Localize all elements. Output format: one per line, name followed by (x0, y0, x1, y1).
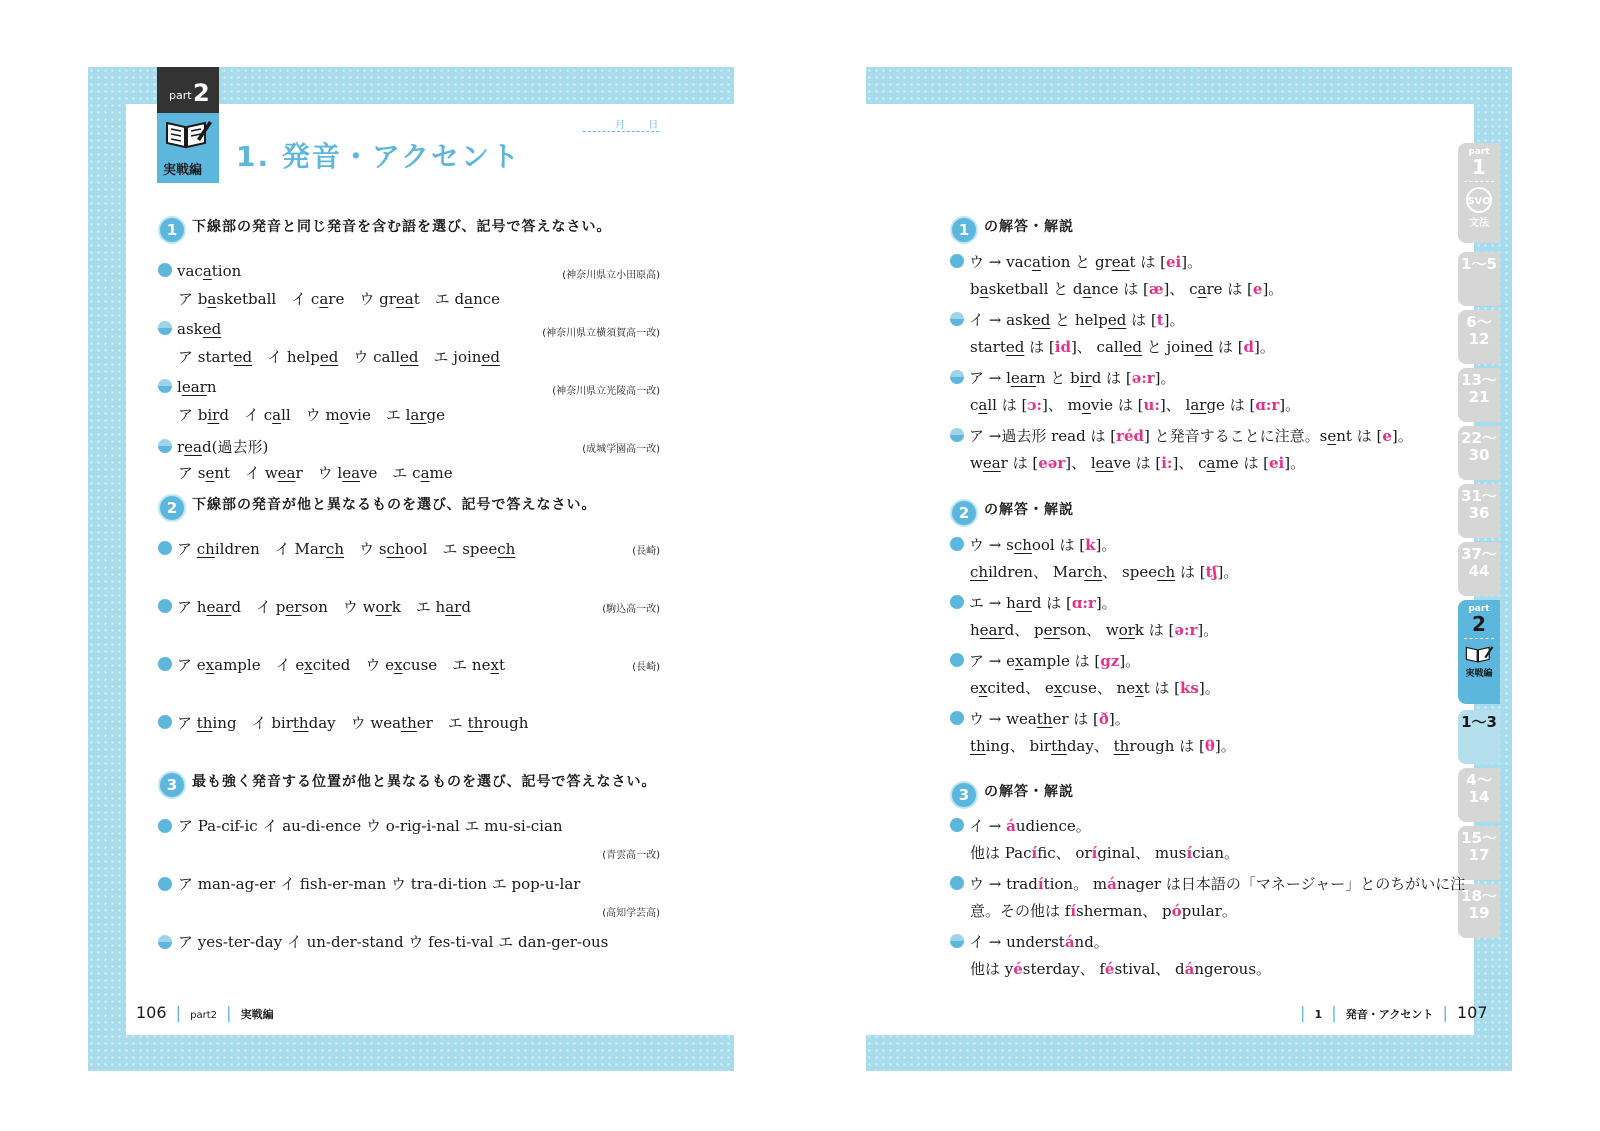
q1-choices: ア sent イ wear ウ leave エ came (178, 464, 453, 482)
bullet-icon (158, 263, 172, 277)
question-instruction: 下線部の発音が他と異なるものを選び、記号で答えなさい。 (192, 497, 597, 513)
bullet-icon (950, 653, 964, 667)
bullet-icon (158, 439, 172, 453)
bullet-icon (950, 312, 964, 326)
part-label: part (169, 89, 192, 102)
date-day: 日 (648, 120, 659, 131)
tab-15-17[interactable]: 15〜17 (1458, 826, 1500, 880)
bullet-icon (950, 428, 964, 442)
tab-4-14[interactable]: 4〜14 (1458, 768, 1500, 822)
tab-label: 文法 (1469, 218, 1489, 229)
tab-1-3[interactable]: 1〜3 (1458, 710, 1500, 764)
tab-37-44[interactable]: 37〜44 (1458, 542, 1500, 596)
footer-title: 発音・アクセント (1345, 1008, 1434, 1021)
date-field (583, 116, 659, 132)
answer-line: call は [ɔ:]、 movie は [u:]、 large は [ɑ:r]。 (970, 396, 1301, 414)
page-title: 1. 発音・アクセント (236, 140, 522, 173)
q1-choices: ア basketball イ care ウ great エ dance (178, 290, 501, 308)
book-pencil-icon (1464, 643, 1494, 665)
answer-line: エ → hard は [ɑ:r]。 (950, 592, 1117, 613)
answer-line: excited、 excuse、 next は [ks]。 (970, 679, 1220, 697)
bullet-icon (950, 876, 964, 890)
answer-line: basketball と dance は [æ]、 care は [e]。 (970, 280, 1284, 298)
date-month: 月 (615, 120, 625, 131)
bullet-icon (158, 541, 172, 555)
q1-choices: ア bird イ call ウ movie エ large (178, 406, 446, 424)
answer-line: 他は yésterday、 féstival、 dángerous。 (970, 960, 1272, 978)
bullet-icon (950, 711, 964, 725)
tab-label: 実戦編 (1465, 669, 1493, 679)
answer-line: thing、 birthday、 through は [θ]。 (970, 737, 1236, 755)
bullet-icon (158, 715, 172, 729)
question-instruction: 最も強く発音する位置が他と異なるものを選び、記号で答えなさい。 (192, 774, 657, 790)
answer-heading: の解答・解説 (984, 219, 1074, 235)
answer-1-heading (950, 216, 1074, 244)
part-number: 2 (193, 79, 210, 107)
tab-6-12[interactable]: 6〜12 (1458, 310, 1500, 364)
right-footer: | 1 | 発音・アクセント | 107 (1300, 1003, 1488, 1022)
tab-1-5[interactable]: 1〜5 (1458, 252, 1500, 306)
answer-line: ウ → school は [k]。 (950, 534, 1116, 555)
bullet-icon (950, 370, 964, 384)
q2-source: (駒込高一改) (602, 604, 660, 615)
bullet-icon (158, 935, 172, 949)
answer-line: イ → asked と helped は [t]。 (950, 309, 1184, 330)
section-badge (157, 113, 219, 183)
tab-22-30[interactable]: 22〜30 (1458, 426, 1500, 480)
tab-18-19[interactable]: 18〜19 (1458, 884, 1500, 938)
svg-text:SVO: SVO (1467, 196, 1491, 207)
answer-line: ウ → tradítion。 mánager は日本語の「マネージャー」とのちがいに注 (950, 873, 1465, 894)
q2-source: (長崎) (632, 662, 660, 673)
footer-chapter: 1 (1314, 1008, 1323, 1021)
question-2-heading (158, 494, 596, 522)
answer-3-heading (950, 781, 1074, 809)
footer-part: part2 (190, 1010, 217, 1021)
q2-item: ア thing イ birthday ウ weather エ through (158, 712, 528, 733)
q2-item: ア example イ excited ウ excuse エ next (158, 654, 505, 675)
svo-icon (1465, 186, 1493, 214)
bullet-icon (158, 819, 172, 833)
answer-line: 意。その他は físherman、 pópular。 (970, 902, 1237, 920)
section-label: 実戦編 (163, 163, 203, 178)
answer-line: 他は Pacífic、 oríginal、 musícian。 (970, 844, 1239, 862)
q3-item: ア Pa-cif-ic イ au-di-ence ウ o-rig-i-nal エ mu-si-cian (178, 817, 563, 835)
tab-part2[interactable]: part 2 実戦編 (1458, 600, 1500, 704)
question-1-heading (158, 216, 611, 244)
answer-heading: の解答・解説 (984, 784, 1074, 800)
book-pencil-icon (163, 117, 213, 151)
page-number: 107 (1456, 1003, 1488, 1022)
footer-section: 実戦編 (240, 1008, 274, 1021)
answer-line: started は [id]、 called と joined は [d]。 (970, 338, 1275, 356)
part-badge (157, 67, 219, 113)
q3-source: (青雲高一改) (602, 850, 660, 861)
page-number: 106 (136, 1003, 167, 1022)
question-3-heading (158, 771, 656, 799)
q1-source: (神奈川県立小田原高) (562, 270, 660, 281)
q2-item: ア children イ March ウ school エ speech (158, 538, 515, 559)
q1-item: read(過去形) (158, 436, 268, 457)
question-number: 1 (950, 216, 978, 244)
q1-item: vacation (158, 262, 241, 280)
bullet-icon (950, 595, 964, 609)
bullet-icon (158, 877, 172, 891)
tab-31-36[interactable]: 31〜36 (1458, 484, 1500, 538)
answer-line: イ → understánd。 (950, 931, 1109, 952)
q1-source: (神奈川県立光陵高一改) (552, 386, 660, 397)
answer-line: ア →過去形 read は [réd] と発音することに注意。sent は [e]。 (950, 425, 1413, 446)
question-number: 1 (158, 216, 186, 244)
q1-source: (成城学園高一改) (582, 444, 660, 455)
answer-line: ア → learn と bird は [ə:r]。 (950, 367, 1176, 388)
answer-line: ア → example は [gz]。 (950, 650, 1140, 671)
tab-13-21[interactable]: 13〜21 (1458, 368, 1500, 422)
answer-line: ウ → weather は [ð]。 (950, 708, 1130, 729)
answer-line: children、 March、 speech は [tʃ]。 (970, 563, 1239, 581)
answer-line: wear は [eər]、 leave は [i:]、 came は [ei]。 (970, 454, 1306, 472)
q3-source: (高知学芸高) (602, 908, 660, 919)
bullet-icon (158, 321, 172, 335)
q1-item: asked (158, 320, 221, 338)
q1-item: learn (158, 378, 216, 396)
q1-source: (神奈川県立横須賀高一改) (542, 328, 660, 339)
question-number: 2 (158, 494, 186, 522)
q1-choices: ア started イ helped ウ called エ joined (178, 348, 500, 366)
q2-item: ア heard イ person ウ work エ hard (158, 596, 471, 617)
answer-line: heard、 person、 work は [ə:r]。 (970, 621, 1219, 639)
bullet-icon (950, 818, 964, 832)
answer-line: ウ → vacation と great は [ei]。 (950, 251, 1202, 272)
question-number: 3 (950, 781, 978, 809)
q3-item: ア man-ag-er イ fish-er-man ウ tra-di-tion エ pop-u-lar (178, 875, 581, 893)
question-number: 2 (950, 499, 978, 527)
answer-2-heading (950, 499, 1074, 527)
bullet-icon (158, 379, 172, 393)
answer-heading: の解答・解説 (984, 502, 1074, 518)
question-number: 3 (158, 771, 186, 799)
bullet-icon (158, 657, 172, 671)
left-footer: 106 | part2 | 実戦編 (136, 1003, 274, 1022)
tab-part1[interactable]: part 1 SVO 文法 (1458, 143, 1500, 243)
answer-line: イ → áudience。 (950, 815, 1091, 836)
bullet-icon (950, 934, 964, 948)
q3-item: ア yes-ter-day イ un-der-stand ウ fes-ti-val エ dan-ger-ous (178, 933, 609, 951)
bullet-icon (158, 599, 172, 613)
bullet-icon (950, 254, 964, 268)
q2-source: (長崎) (632, 546, 660, 557)
question-instruction: 下線部の発音と同じ発音を含む語を選び、記号で答えなさい。 (192, 219, 612, 235)
bullet-icon (950, 537, 964, 551)
